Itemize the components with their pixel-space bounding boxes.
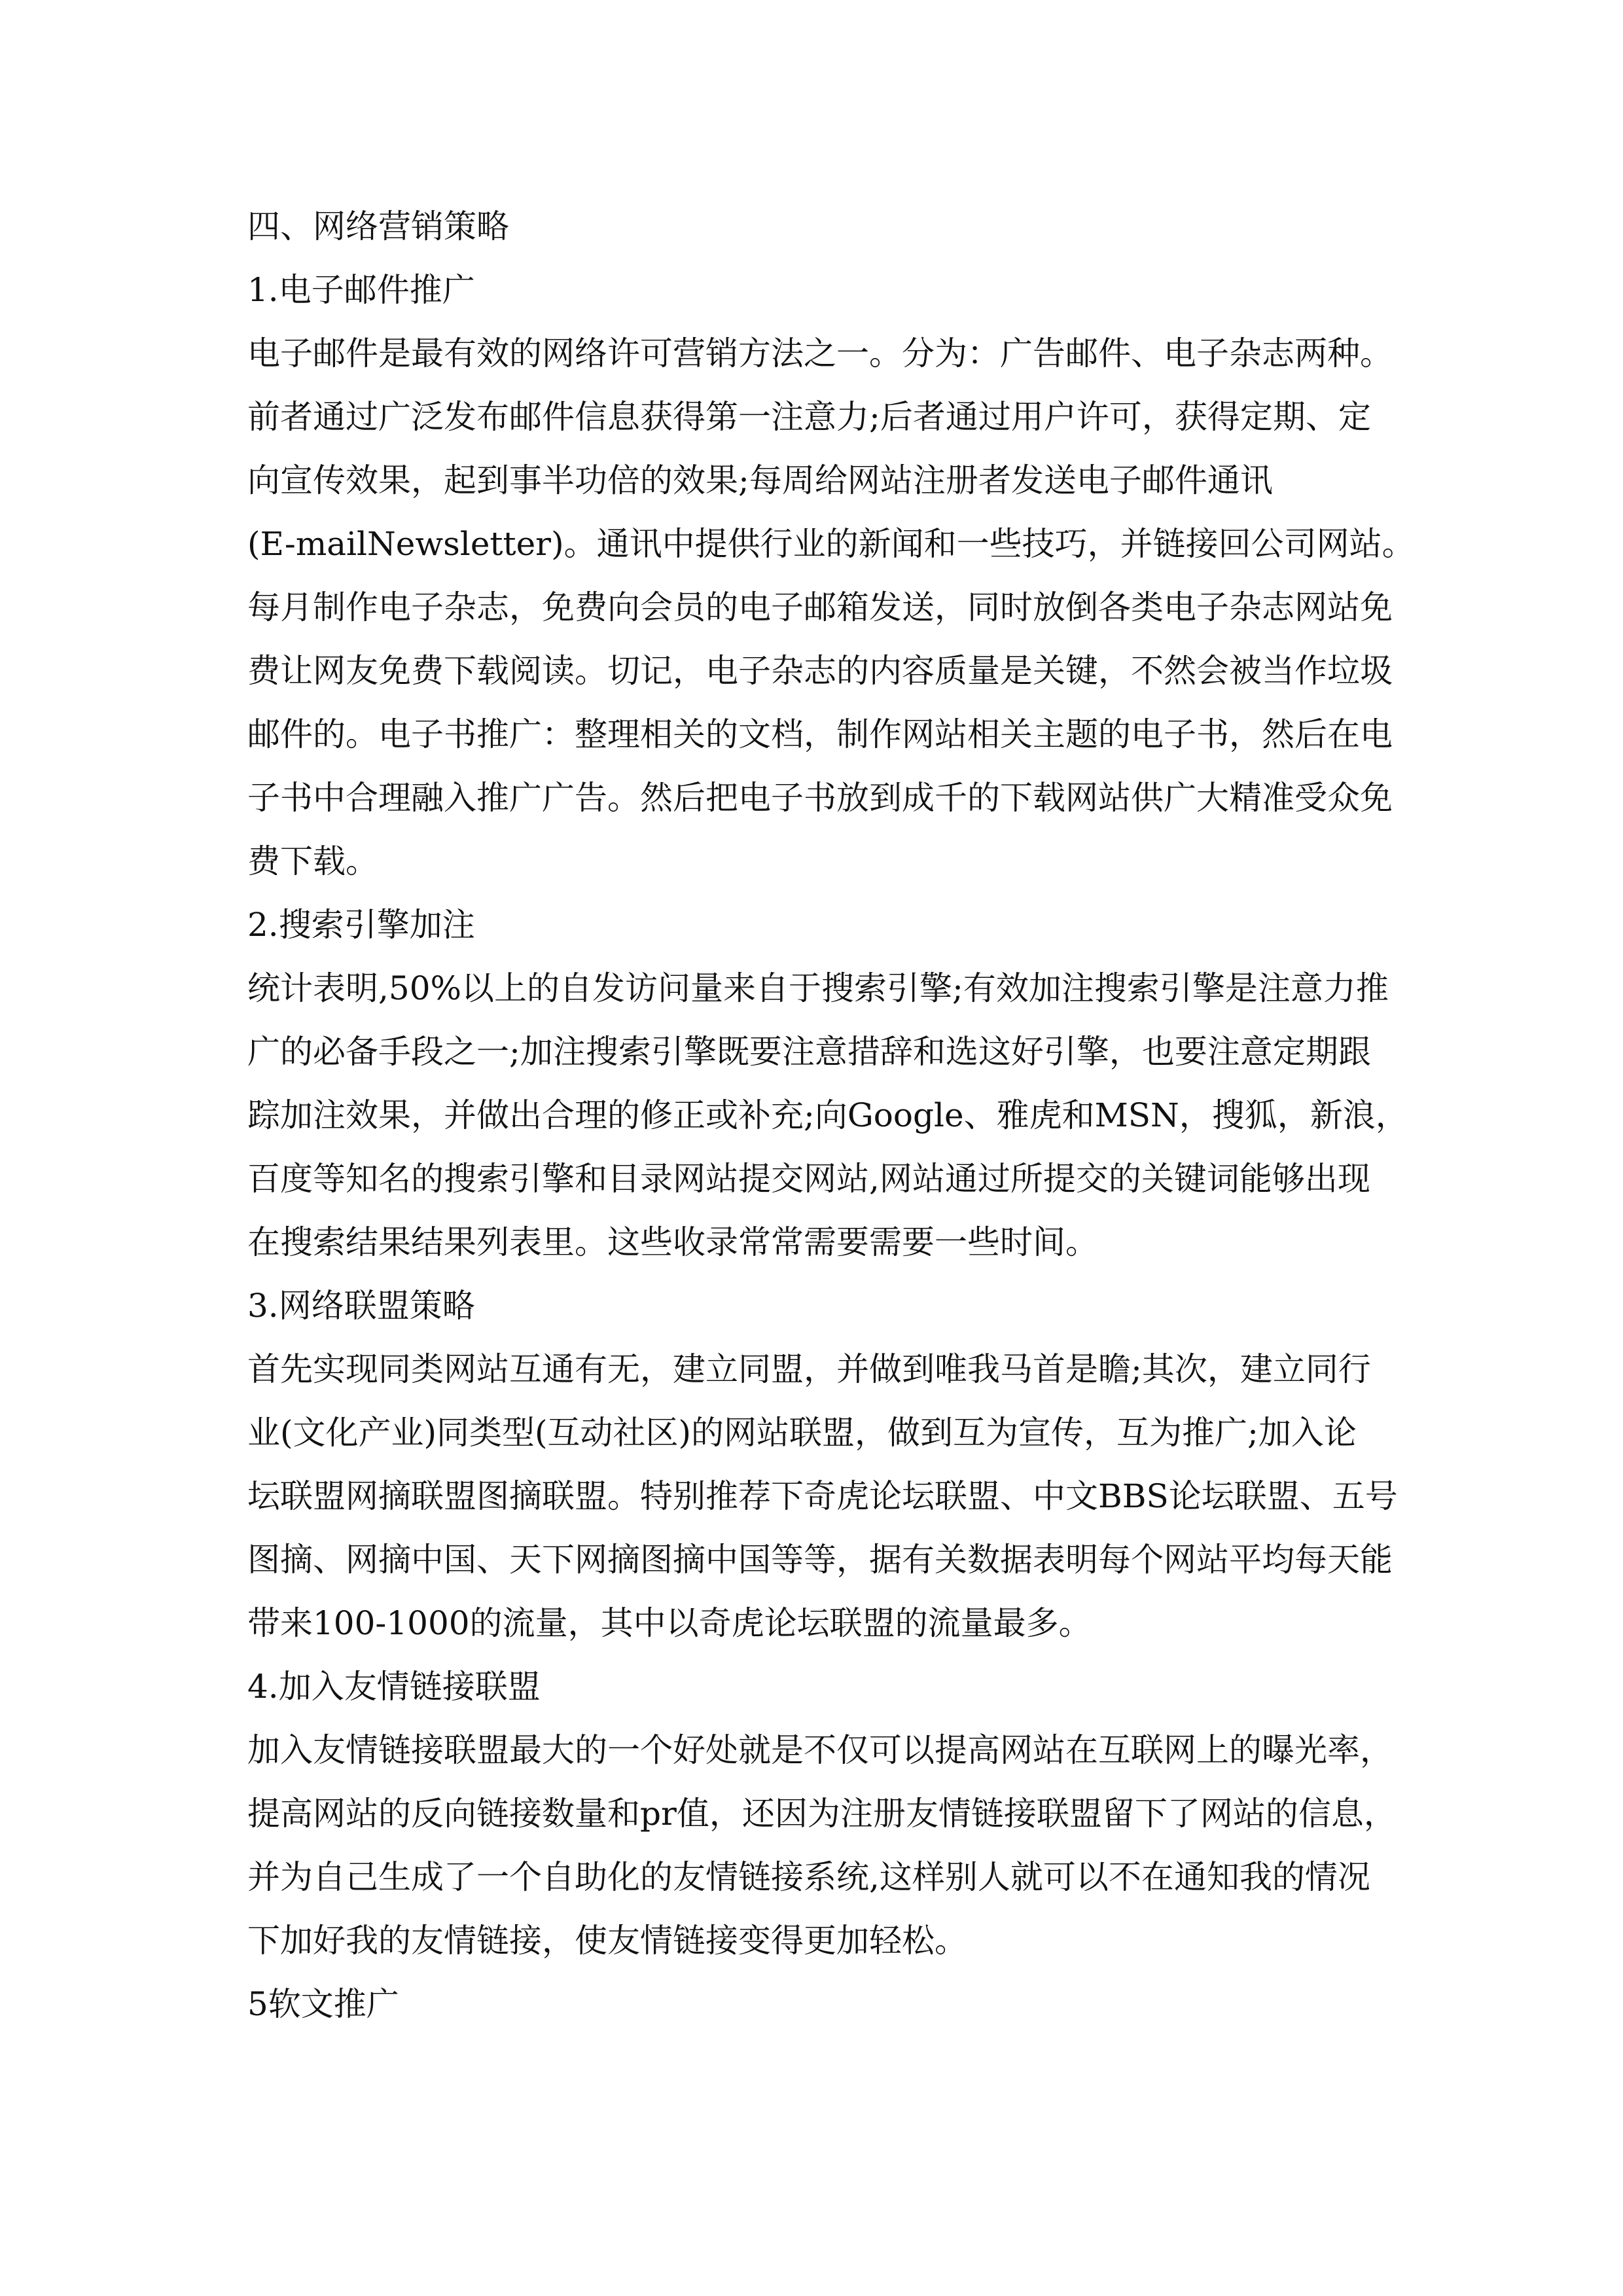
paragraph-line: 子书中合理融入推广广告。然后把电子书放到成千的下载网站供广大精准受众免: [247, 779, 1393, 817]
paragraph-line: 费下载。: [247, 842, 378, 880]
subheading-network-alliance: 3.网络联盟策略: [247, 1287, 475, 1325]
paragraph-line: 前者通过广泛发布邮件信息获得第一注意力;后者通过用户许可，获得定期、定: [247, 398, 1371, 436]
subheading-search-engine: 2.搜索引擎加注: [247, 906, 475, 944]
paragraph-line: 在搜索结果结果列表里。这些收录常常需要需要一些时间。: [247, 1223, 1098, 1261]
paragraph-line: 并为自己生成了一个自助化的友情链接系统,这样别人就可以不在通知我的情况: [247, 1858, 1370, 1896]
paragraph-line: 图摘、网摘中国、天下网摘图摘中国等等，据有关数据表明每个网站平均每天能: [247, 1541, 1393, 1579]
paragraph-line: 业(文化产业)同类型(互动社区)的网站联盟，做到互为宣传，互为推广;加入论: [247, 1414, 1357, 1452]
paragraph-line: 邮件的。电子书推广：整理相关的文档，制作网站相关主题的电子书，然后在电: [247, 715, 1393, 753]
paragraph-line: 广的必备手段之一;加注搜索引擎既要注意措辞和选这好引擎，也要注意定期跟: [247, 1033, 1371, 1071]
paragraph-line: 带来100-1000的流量，其中以奇虎论坛联盟的流量最多。: [247, 1604, 1092, 1642]
paragraph-line: 加入友情链接联盟最大的一个好处就是不仅可以提高网站在互联网上的曝光率，: [247, 1731, 1393, 1769]
paragraph-line: 下加好我的友情链接，使友情链接变得更加轻松。: [247, 1922, 967, 1960]
paragraph-line: 百度等知名的搜索引擎和目录网站提交网站,网站通过所提交的关键词能够出现: [247, 1160, 1370, 1198]
paragraph-line: 每月制作电子杂志，免费向会员的电子邮箱发送，同时放倒各类电子杂志网站免: [247, 588, 1393, 626]
subheading-email-promotion: 1.电子邮件推广: [247, 271, 475, 309]
paragraph-line: 首先实现同类网站互通有无，建立同盟，并做到唯我马首是瞻;其次，建立同行: [247, 1350, 1371, 1388]
paragraph-line: 统计表明,50%以上的自发访问量来自于搜索引擎;有效加注搜索引擎是注意力推: [247, 969, 1389, 1007]
paragraph-line: 踪加注效果，并做出合理的修正或补充;向Google、雅虎和MSN，搜狐，新浪，: [247, 1096, 1408, 1134]
section-heading: 四、网络营销策略: [247, 207, 509, 245]
subheading-soft-article: 5软文推广: [247, 1985, 399, 2023]
paragraph-line: 向宣传效果，起到事半功倍的效果;每周给网站注册者发送电子邮件通讯: [247, 461, 1273, 499]
paragraph-line: 坛联盟网摘联盟图摘联盟。特别推荐下奇虎论坛联盟、中文BBS论坛联盟、五号: [247, 1477, 1398, 1515]
paragraph-line: 电子邮件是最有效的网络许可营销方法之一。分为：广告邮件、电子杂志两种。: [247, 334, 1393, 372]
paragraph-line: 费让网友免费下载阅读。切记，电子杂志的内容质量是关键，不然会被当作垃圾: [247, 652, 1393, 690]
paragraph-line: (E-mailNewsletter)。通讯中提供行业的新闻和一些技巧，并链接回公司网站。: [247, 525, 1415, 563]
subheading-friend-links: 4.加入友情链接联盟: [247, 1668, 541, 1706]
paragraph-line: 提高网站的反向链接数量和pr值，还因为注册友情链接联盟留下了网站的信息，: [247, 1795, 1397, 1833]
document-body: [247, 195, 1415, 2036]
